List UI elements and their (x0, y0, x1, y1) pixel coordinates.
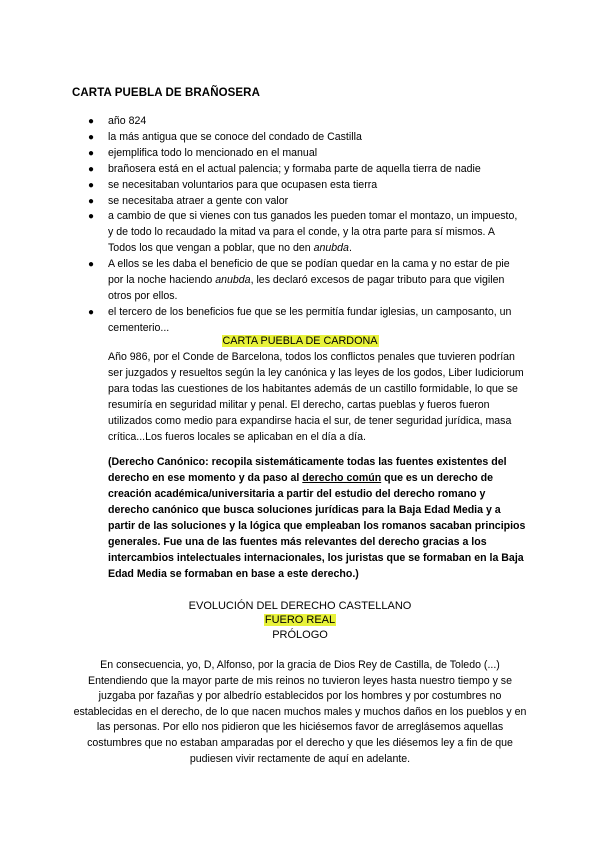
anubda-term: anubda (313, 242, 349, 255)
derecho-canonico-paragraph: (Derecho Canónico: recopila sistemáticamente todas las fuentes existentes del derecho en ese momento y da paso al derecho común que es un derecho de creación académica/universitaria a partir del estudio del derecho romano y derecho canónico que busca soluciones jurídicas para la Baja Edad Media y a partir de las soluciones y la lógica que empleaban los romanos sacaban principios generales. Fue una de las fuentes más relevantes del derecho gracias a los intercambios intelectuales internacionales, los juristas que se formaban en la Baja Edad Media se formaban en base a este derecho.) (108, 456, 526, 580)
bullet-icon: ● (88, 147, 95, 159)
bullet-icon: ● (88, 116, 95, 127)
highlighted-title: CARTA PUEBLA DE CARDONA (222, 335, 378, 347)
list-item: ● brañosera está en el actual palencia; y formaba parte de aquella tierra de nadie (78, 162, 523, 178)
list-item: ● la más antigua que se conoce del condado de Castilla (78, 130, 523, 146)
prologo-paragraph: En consecuencia, yo, D, Alfonso, por la gracia de Dios Rey de Castilla, de Toledo (...) Entendiendo que la mayor parte de mis reinos no tuvieron leyes hasta nuestro tiempo y se juzgaba por fazañas y por albedrío establecidos por los hombres y por costumbres no establecidas en el derecho, de lo que nacen muchos males y muchos daños en los pueblos y en las personas. Por ello nos pidieron que les hiciésemos favor de arreglásemos aquellas costumbres que no estaban amparadas por el derecho y que les diésemos ley a fin de que pudiesen vivir rectamente de aquí en adelante. (73, 659, 527, 765)
bullet-icon: ● (88, 163, 95, 175)
bullet-icon: ● (88, 259, 95, 271)
derecho-comun-underlined: derecho común (302, 472, 382, 484)
list-item: ● año 824 (78, 114, 523, 130)
list-item: ● el tercero de los beneficios fue que se les permitía fundar iglesias, un camposanto, un cementerio... (88, 305, 512, 334)
section-title-branosera: CARTA PUEBLA DE BRAÑOSERA (72, 87, 260, 99)
list-item: ● ejemplifica todo lo mencionado en el manual (78, 146, 523, 162)
bullet-icon: ● (88, 195, 95, 207)
list-item: ● A ellos se les daba el beneficio de que se podían quedar en la cama y no estar de pie por la noche haciendo anubda, les declaró excesos de pagar tributo para que vigilen otros por ellos. (88, 258, 510, 302)
list-item: ● a cambio de que si vienes con tus ganados les pueden tomar el montazo, un impuesto, y de todo lo recaudado la mitad va para el conde, y la otra parte para sí mismos. A Todos los que vengan a poblar, que no den anubda. (88, 210, 518, 255)
cardona-paragraph: Año 986, por el Conde de Barcelona, todos los conflictos penales que tuvieren podrían ser juzgados y resueltos según la ley canónica y las leyes de los godos, Liber Iudiciorum para todas las cuestiones de los habitantes además de un castillo formidable, lo que se resumiría en seguridad militar y penal. El derecho, cartas pueblas y fueros fueron utilizados como medio para expandirse hacia el sur, de tener seguridad jurídica, masa crítica...Los fueros locales se aplicaban en el día a día. (108, 351, 524, 443)
section-title-evolucion: EVOLUCIÓN DEL DERECHO CASTELLANO (188, 600, 412, 612)
bullet-icon: ● (88, 306, 95, 318)
anubda-term: anubda (215, 274, 251, 287)
bullet-icon: ● (88, 131, 95, 143)
prologo-title: PRÓLOGO (272, 629, 328, 641)
section-title-cardona (0, 335, 600, 347)
bullet-icon: ● (88, 179, 95, 191)
fuero-real-title: FUERO REAL (264, 614, 336, 626)
bullet-icon: ● (88, 211, 95, 223)
list-item: ● se necesitaban voluntarios para que ocupasen esta tierra (78, 178, 523, 194)
list-item: ● se necesitaba atraer a gente con valor (78, 194, 523, 210)
branosera-bullet-list (78, 114, 523, 337)
